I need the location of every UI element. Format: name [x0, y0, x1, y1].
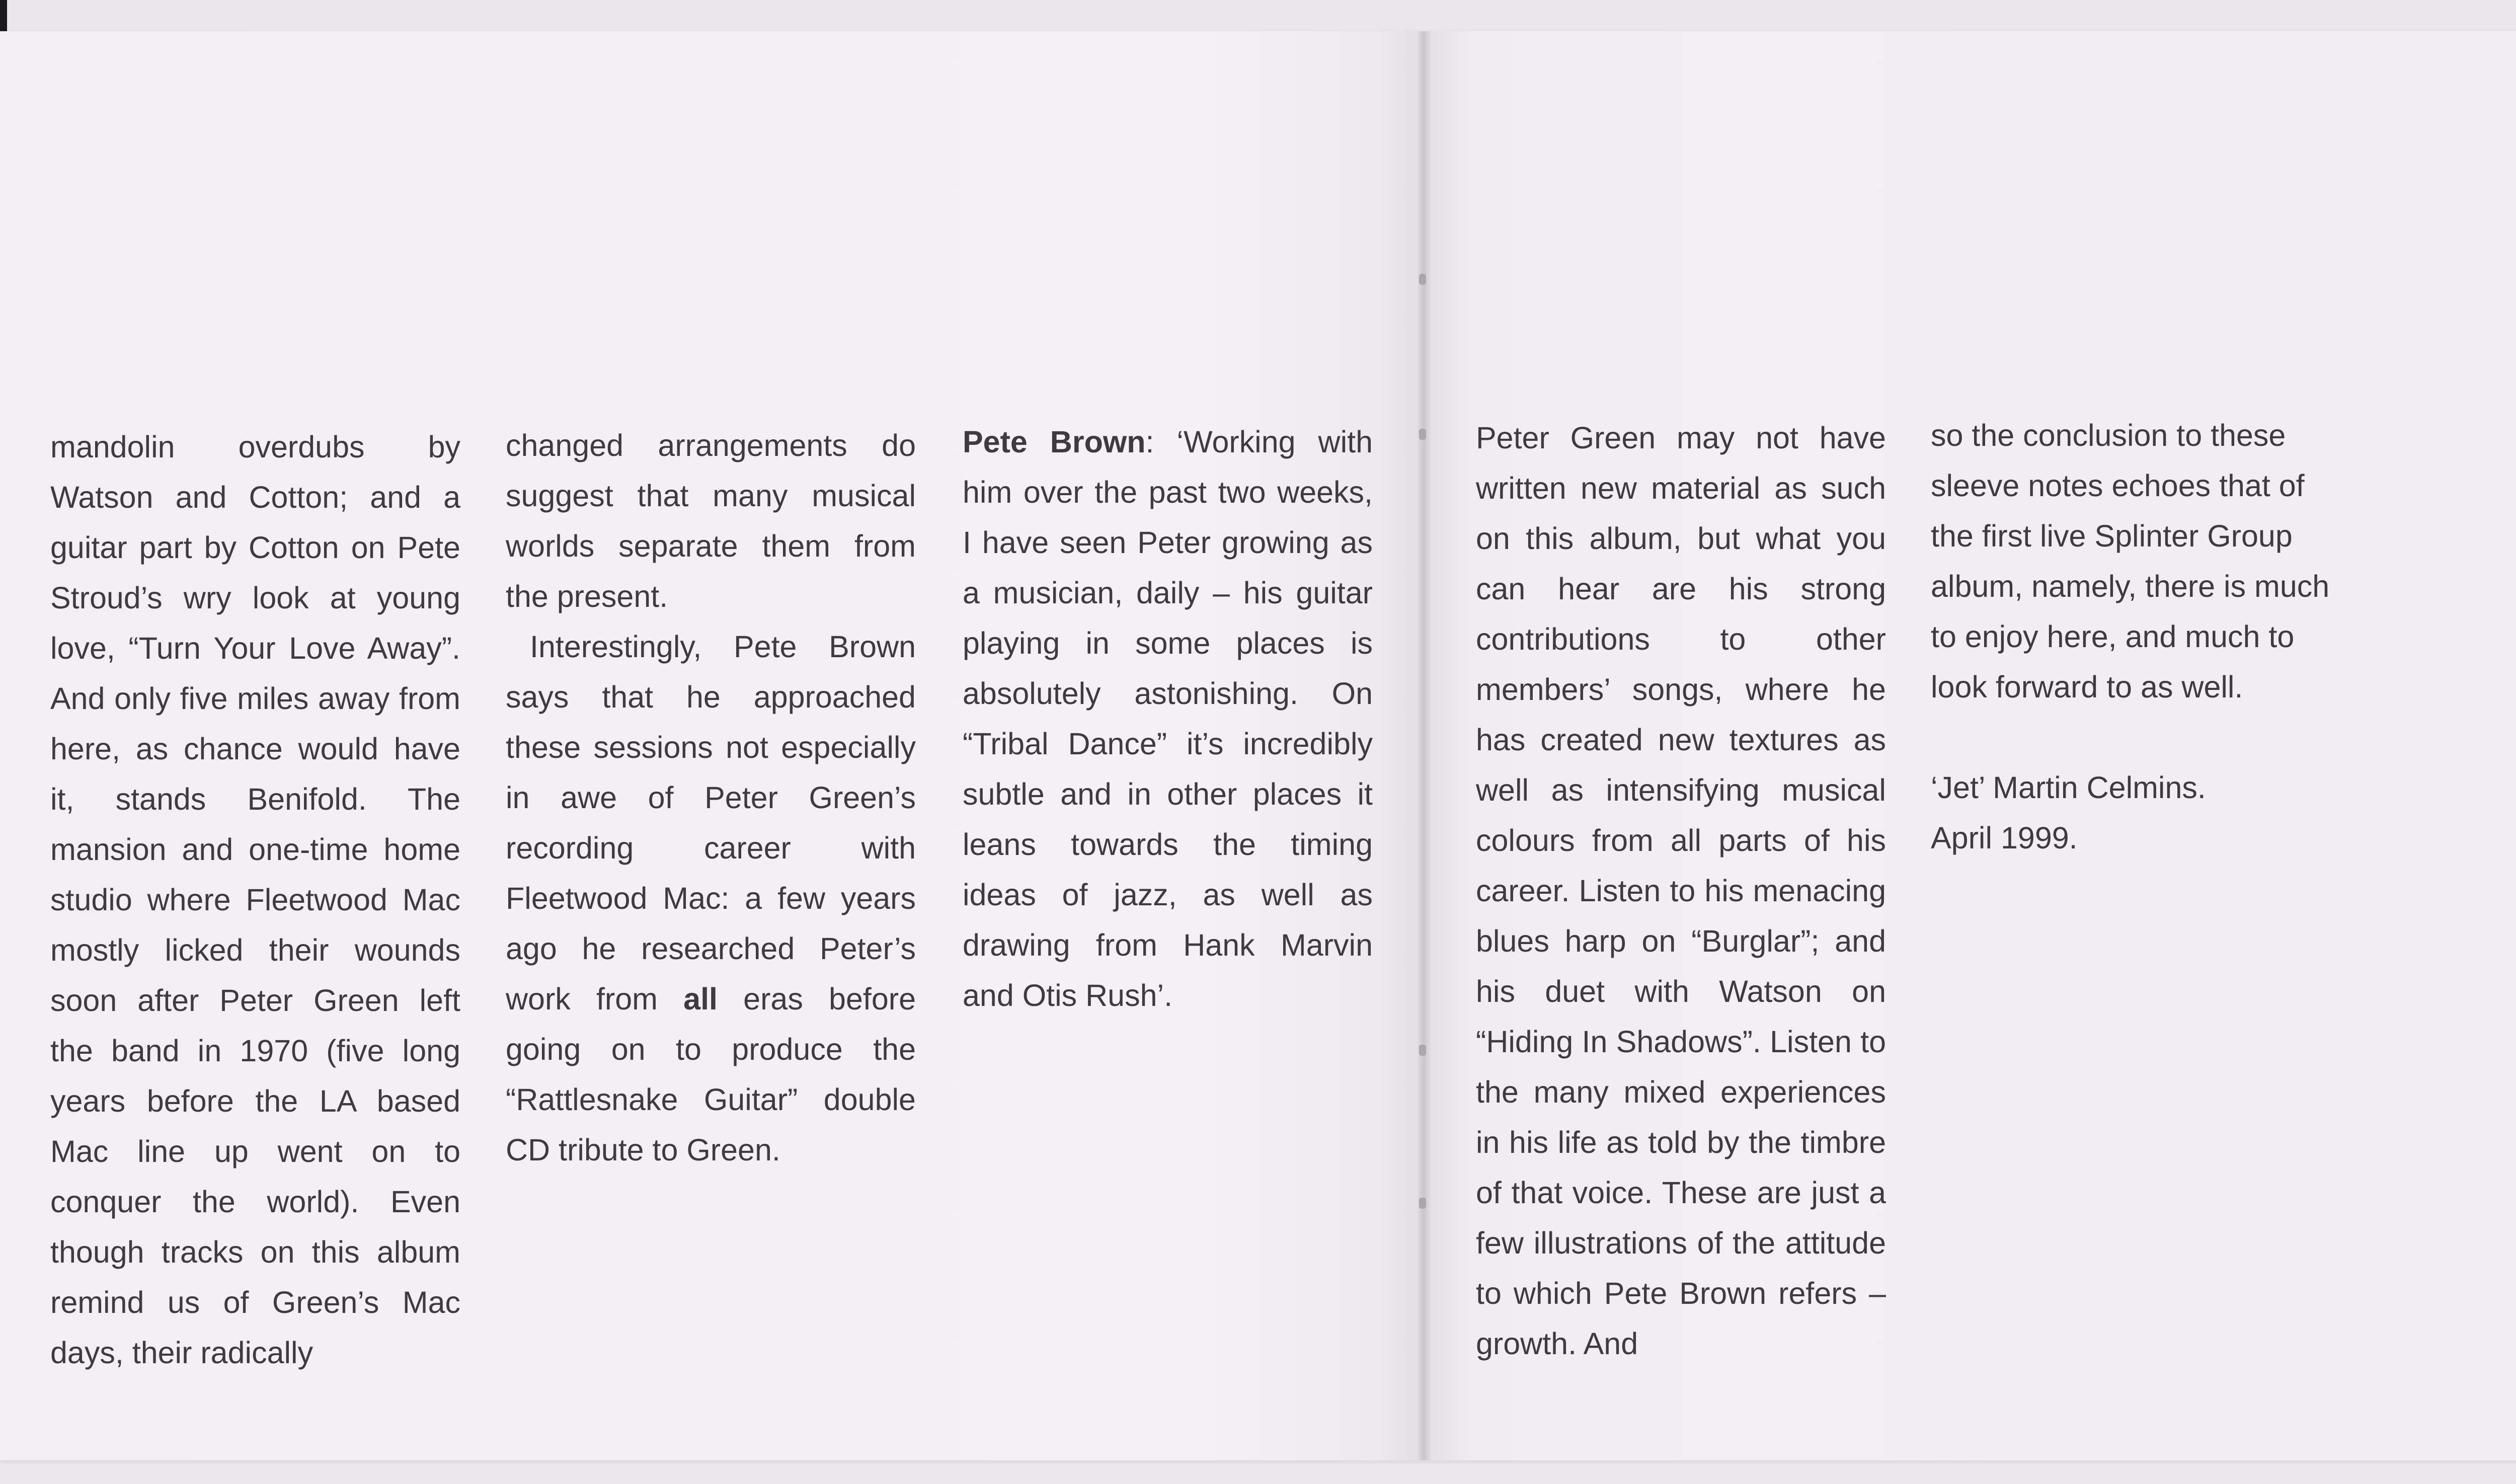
- signature-author: ‘Jet’ Martin Celmins.: [1931, 770, 2206, 805]
- paragraph: [963, 417, 1373, 1021]
- staple-mark: [1419, 274, 1426, 285]
- text-column-2: [506, 420, 916, 1175]
- paragraph: mandolin overdubs by Watson and Cotton; and a guitar part by Cotton on Pete Stroud’s wry look at young love, “Turn Your Love Away”. And only five miles away from here, as chance would have it, stands Benifold. The mansion and one-time home studio where Fleetwood Mac mostly licked their wounds soon after Peter Green left the band in 1970 (five long years before the LA based Mac line up went on to conquer the world). Even though tracks on this album remind us of Green’s Mac days, their radically: [50, 430, 460, 1370]
- quote-text: : ‘Working with him over the past two weeks, I have seen Peter growing as a musician, daily – his guitar playing in some places is absolutely astonishing. On “Tribal Dance” it’s incredibly subtle and in other places it leans towards the timing ideas of jazz, as well as drawing from Hank Marvin and Otis Rush’.: [963, 425, 1373, 1012]
- emphasis-text: all: [683, 982, 718, 1016]
- text-column-3: [963, 417, 1373, 1021]
- text-column-1: [50, 422, 460, 1378]
- center-fold: [1418, 31, 1431, 1460]
- text-column-5: [1931, 410, 2341, 863]
- speaker-name: Pete Brown: [963, 425, 1146, 459]
- paragraph: Peter Green may not have written new material as such on this album, but what you can hear are his strong contributions to other members’ songs, where he has created new textures as well as intensifying musical colours from all parts of his career. Listen to his menacing blues harp on “Burglar”; and his duet with Watson on “Hiding In Shadows”. Listen to the many mixed experiences in his life as told by the timbre of that voice. These are just a few illustrations of the attitude to which Pete Brown refers – growth. And: [1476, 421, 1886, 1361]
- paragraph-text: eras before going on to produce the “Rattlesnake Guitar” double CD tribute to Green.: [506, 982, 916, 1167]
- staple-mark: [1419, 1198, 1426, 1209]
- paragraph: changed arrangements do suggest that many musical worlds separate them from the present.: [506, 428, 916, 613]
- paragraph: so the conclusion to these sleeve notes echoes that of the first live Splinter Group album, namely, there is much to enjoy here, and much to look forward to as well.: [1931, 418, 2330, 704]
- staple-mark: [1419, 429, 1426, 440]
- paragraph-text: Interestingly, Pete Brown says that he approached these sessions not especially in awe of Peter Green’s recording career with Fleetwood Mac: a few years ago he researched Peter’s work from: [506, 630, 916, 1016]
- signature-date: April 1999.: [1931, 821, 2078, 855]
- paragraph: [506, 621, 916, 1175]
- scan-corner-mark: [0, 0, 7, 31]
- staple-mark: [1419, 1045, 1426, 1056]
- text-column-4: [1476, 413, 1886, 1369]
